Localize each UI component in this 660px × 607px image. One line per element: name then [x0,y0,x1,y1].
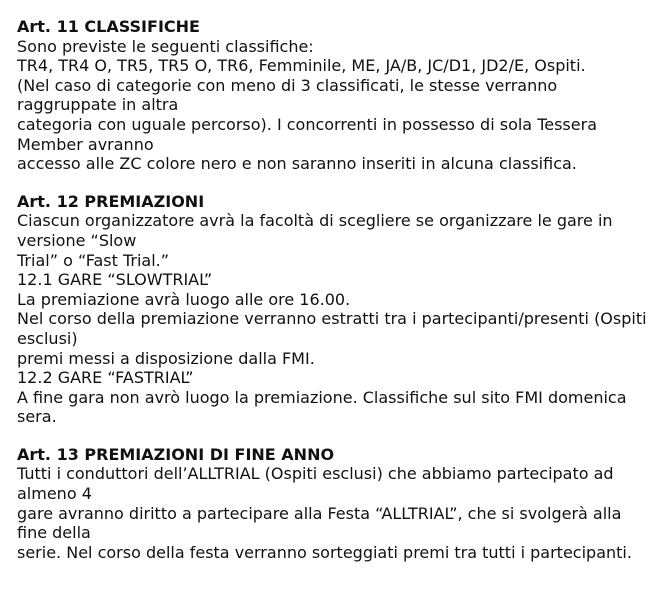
section-heading: Art. 13 PREMIAZIONI DI FINE ANNO [17,444,335,464]
paragraph-line: 12.1 GARE “SLOWTRIAL” [17,270,213,290]
paragraph-line: Nel corso della premiazione verranno estratti tra i partecipanti/presenti (Ospiti [17,309,647,329]
paragraph-line: TR4, TR4 O, TR5, TR5 O, TR6, Femminile, ME, JA/B, JC/D1, JD2/E, Ospiti. [17,56,586,76]
paragraph-line: accesso alle ZC colore nero e non saranno inseriti in alcuna classifica. [17,154,577,174]
paragraph-line: raggruppate in altra [17,95,179,115]
paragraph-line: esclusi) [17,328,78,348]
paragraph-line: versione “Slow [17,230,137,250]
paragraph-line: serie. Nel corso della festa verranno sorteggiati premi tra tutti i partecipanti. [17,542,632,562]
paragraph-line: fine della [17,523,91,543]
paragraph-line: (Nel caso di categorie con meno di 3 classificati, le stesse verranno [17,75,558,95]
paragraph-line: gare avranno diritto a partecipare alla Festa “ALLTRIAL”, che si svolgerà alla [17,503,622,523]
paragraph-line: sera. [17,407,57,427]
paragraph-line: Sono previste le seguenti classifiche: [17,36,314,56]
paragraph-line: La premiazione avrà luogo alle ore 16.00. [17,289,351,309]
section-art-13 [17,445,660,563]
paragraph-line: almeno 4 [17,484,92,504]
section-art-12 [17,192,660,427]
paragraph-line: Member avranno [17,134,154,154]
paragraph-line: A fine gara non avrò luogo la premiazione. Classifiche sul sito FMI domenica [17,387,627,407]
document-body [17,17,660,562]
section-art-11 [17,17,660,174]
paragraph-line: Trial” o “Fast Trial.” [17,250,170,270]
section-heading: Art. 12 PREMIAZIONI [17,191,205,211]
paragraph-line: 12.2 GARE “FASTRIAL” [17,368,194,388]
paragraph-line: premi messi a disposizione dalla FMI. [17,348,315,368]
paragraph-line: Ciascun organizzatore avrà la facoltà di scegliere se organizzare le gare in [17,211,613,231]
paragraph-line: Tutti i conduttori dell’ALLTRIAL (Ospiti esclusi) che abbiamo partecipato ad [17,464,614,484]
paragraph-line: categoria con uguale percorso). I concorrenti in possesso di sola Tessera [17,114,597,134]
section-heading: Art. 11 CLASSIFICHE [17,17,200,36]
